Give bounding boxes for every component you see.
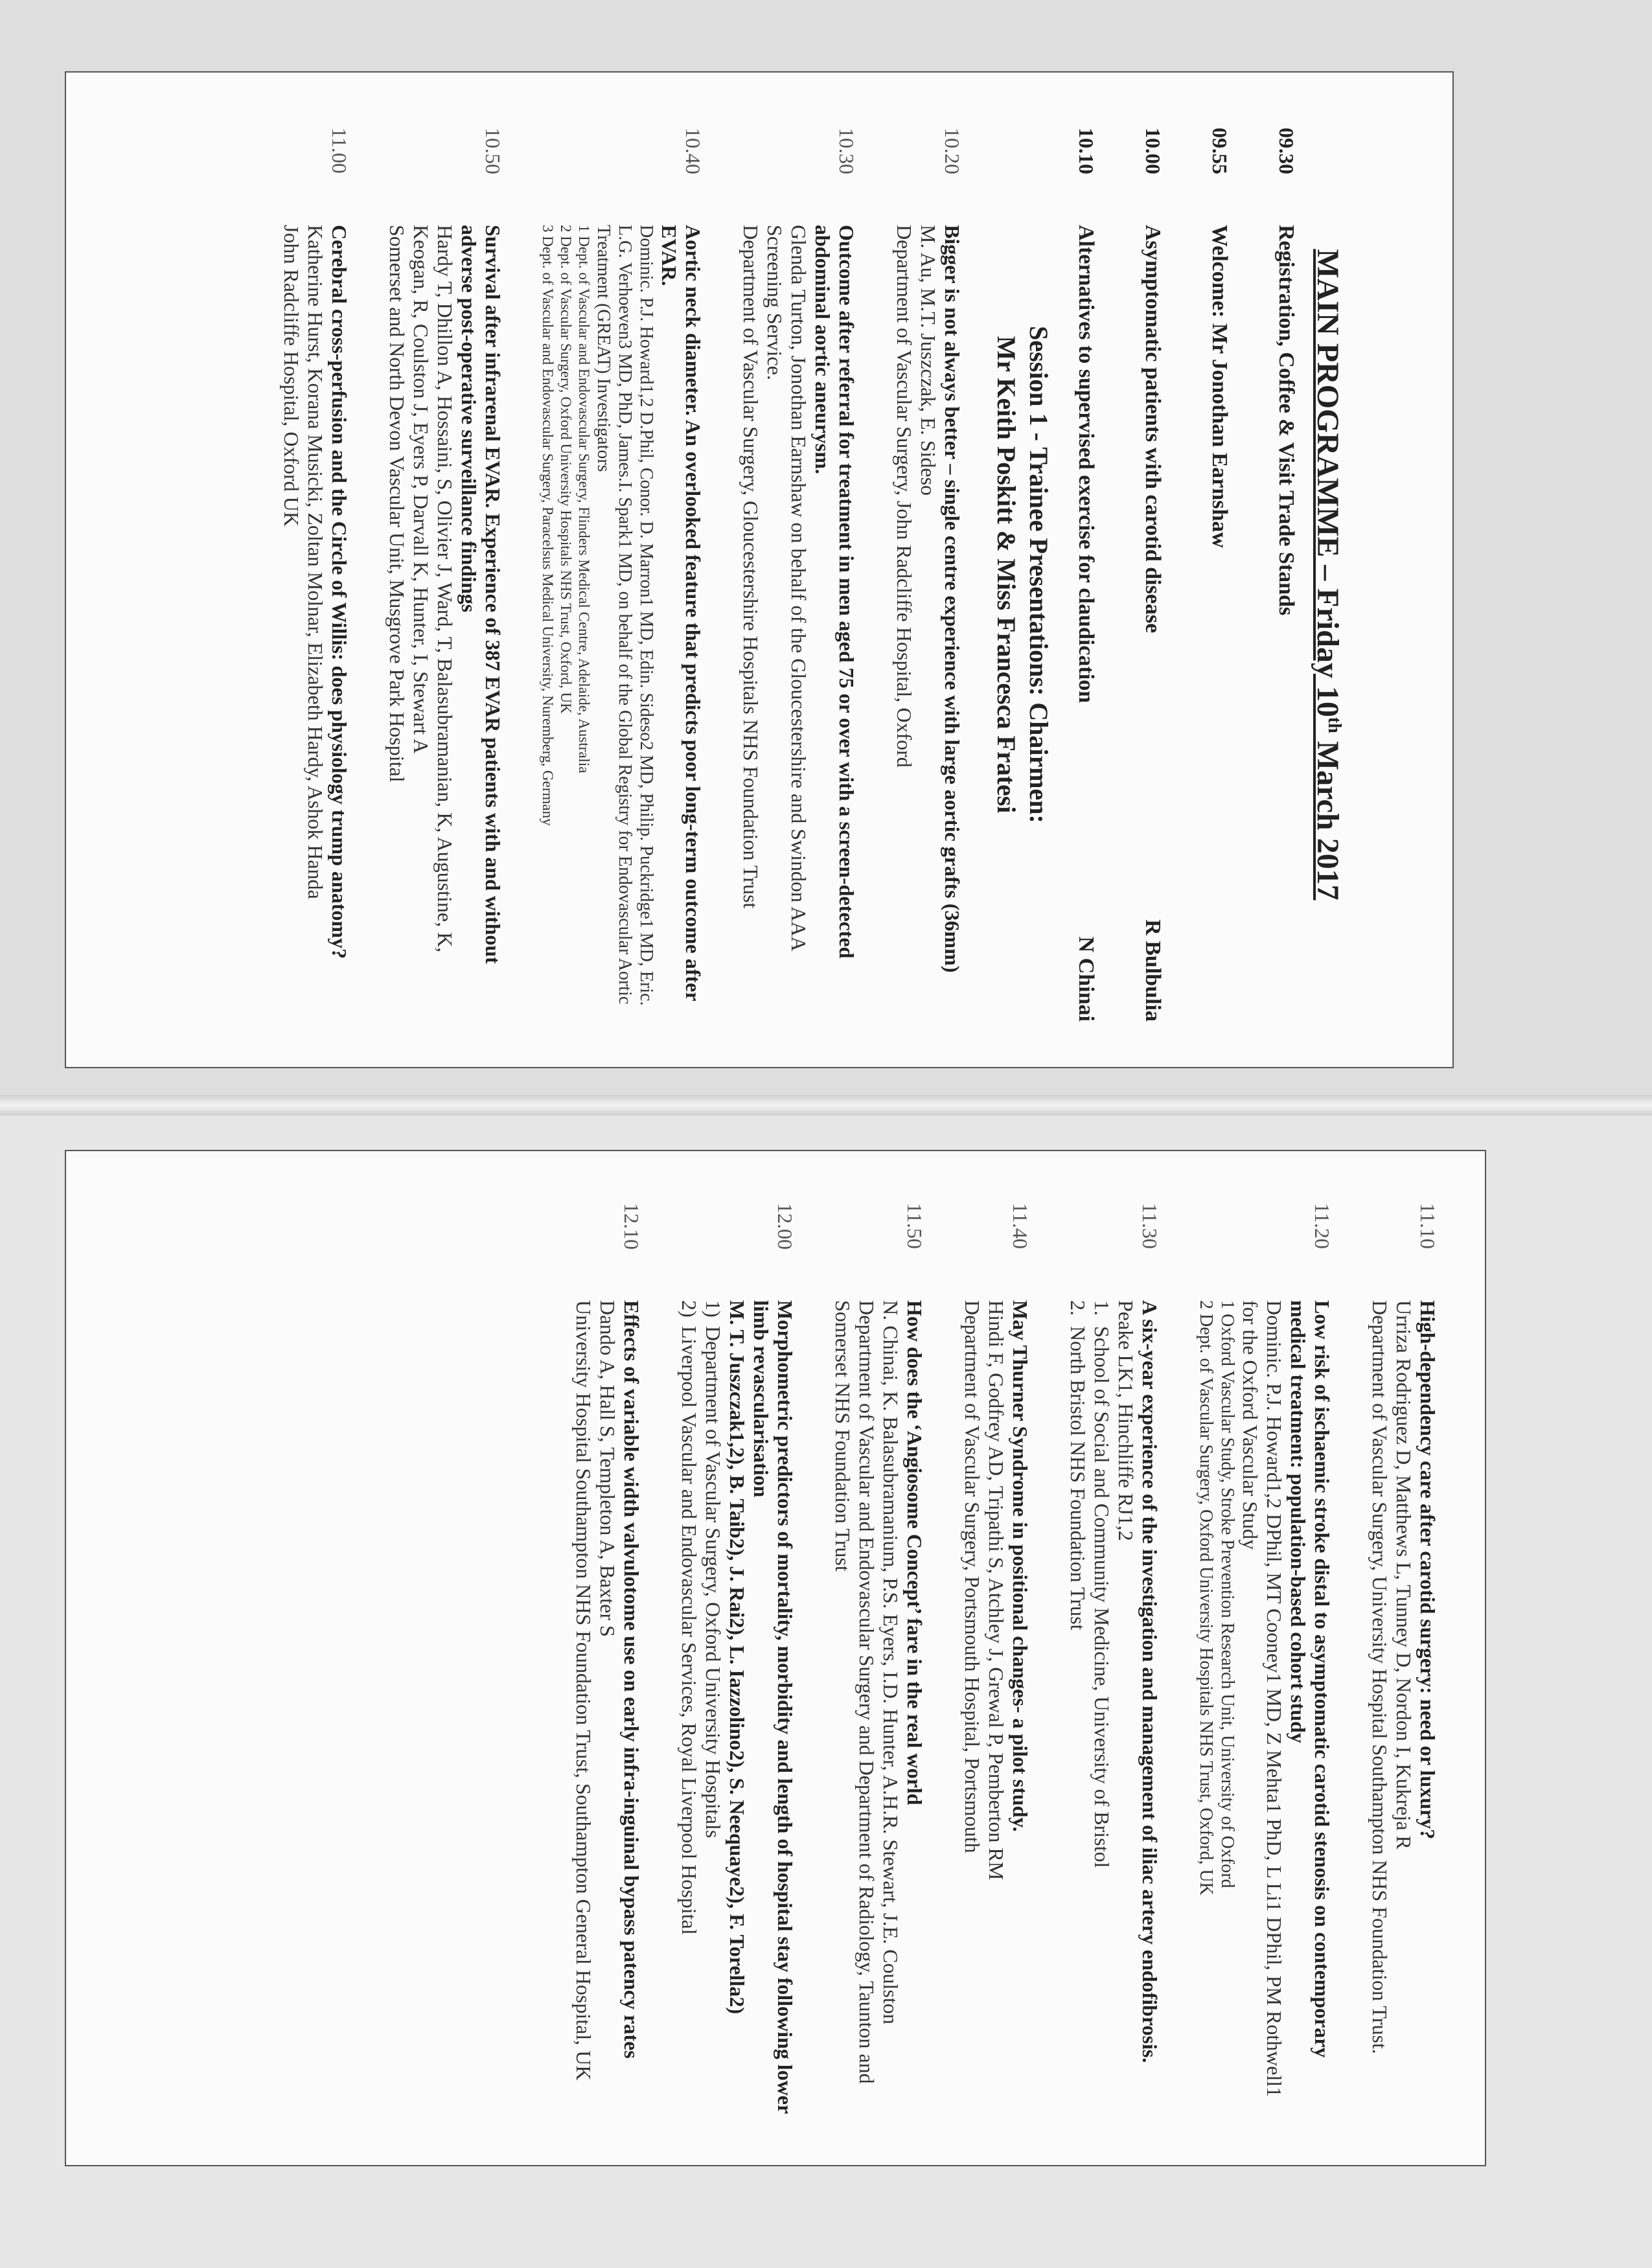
item-title-row — [1208, 225, 1232, 1022]
talk-row — [571, 1203, 643, 2126]
talk-affiliation: John Radcliffe Hospital, Oxford UK — [280, 225, 303, 527]
affiliation-note: 1 Oxford Vascular Study, Stroke Prevention Research Unit, University of Oxford — [1217, 1300, 1237, 1888]
talk-title: Cerebral cross-perfusion and the Circle of Willis: does physiology trump anatomy? — [328, 225, 351, 959]
talk-row — [385, 128, 505, 1022]
affiliation-list-item — [1066, 1300, 1090, 2126]
talk-row — [1195, 1203, 1334, 2126]
item-speaker: R Bulbulia — [1141, 919, 1165, 1022]
affiliation-note: 3 Dept. of Vascular and Endovascular Surgery, Paracelsus Medical University, Nuremberg, Germany — [540, 225, 556, 826]
session-line-2: Mr Keith Poskitt & Miss Francesca Fratesi — [992, 336, 1021, 814]
talk-row — [279, 128, 351, 1022]
talk-content — [1195, 1300, 1334, 2126]
talk-title: Low risk of ischaemic stroke distal to asymptomatic carotid stenosis on contemporary medical treatment: population-based cohort study — [1287, 1300, 1334, 2058]
session-heading — [990, 128, 1055, 1022]
page-fold — [0, 1095, 1652, 1116]
affiliation-note: 2 Dept. of Vascular Surgery, Oxford University Hospitals NHS Trust, Oxford, UK — [558, 225, 574, 714]
list-number: 1. — [1090, 1300, 1114, 1316]
talk-affiliation: University Hospital Southampton NHS Foundation Trust, Southampton General Hospital, UK — [572, 1300, 595, 2081]
talk-title: Survival after infrarenal EVAR. Experience of 387 EVAR patients with and without adverse post-operative surveillance findings — [457, 225, 505, 964]
talk-authors: Urriza Rodriguez D, Matthews L, Tunney D, Nordon I, Kukreja R — [1392, 1300, 1416, 1850]
talk-title: A six-year experience of the investigation and management of iliac artery endofibrosis. — [1138, 1300, 1162, 2063]
talk-content — [279, 225, 351, 1022]
talk-authors: N. Chinai, K. Balasubramanium, P.S. Eyers, I.D. Hunter, A.H.R. Stewart, J.E. Coulston — [879, 1300, 902, 2024]
time-label: 10.20 — [941, 128, 964, 174]
talk-affiliation: Department of Vascular Surgery, Portsmouth Hospital, Portsmouth — [961, 1300, 984, 1853]
item-title-row — [1074, 225, 1098, 1022]
talk-content — [677, 1300, 797, 2126]
talk-content — [571, 1300, 643, 2126]
talk-title: Outcome after referral for treatment in men aged 75 or over with a screen-detected abdominal aortic aneurysm. — [811, 225, 858, 959]
talk-content — [960, 1300, 1032, 2126]
time-label: 11.30 — [1138, 1203, 1162, 1249]
time-label: 09.30 — [1275, 128, 1298, 174]
title-text: MAIN PROGRAMME – Friday 10 — [1311, 249, 1345, 717]
list-number: 1) — [702, 1300, 725, 1318]
talk-authors: Peake LK1, Hinchliffe RJ1,2 — [1114, 1300, 1138, 1541]
time-label: 09.55 — [1208, 128, 1232, 174]
talk-content — [739, 225, 858, 1022]
talk-content — [831, 1300, 926, 2126]
list-text: Department of Vascular Surgery, Oxford University Hospitals — [702, 1326, 725, 1838]
time-label: 12.10 — [620, 1203, 643, 1250]
time-label: 10.30 — [835, 128, 858, 174]
page-title — [1310, 128, 1346, 1022]
time-label: 11.40 — [1009, 1203, 1032, 1249]
item-title: Welcome: Mr Jonothan Earnshaw — [1208, 225, 1232, 548]
item-title: Registration, Coffee & Visit Trade Stands — [1274, 225, 1298, 616]
time-label: 10.50 — [481, 128, 505, 174]
talk-row — [892, 128, 964, 1022]
list-text: School of Social and Community Medicine, University of Bristol — [1090, 1326, 1114, 1868]
talk-content — [892, 225, 964, 1022]
talk-affiliation: Department of Vascular Surgery, University Hospital Southampton NHS Foundation Trust. — [1368, 1300, 1392, 2054]
time-label: 10.40 — [682, 128, 705, 174]
item-title-row — [1274, 225, 1298, 1022]
affiliation-list-item — [1090, 1300, 1114, 2126]
talk-authors: Dominic. P.J. Howard1,2 D.Phil, Conor. D. Marron1 MD, Edin. Sideso2 MD, Philip. Puckridge1 MD, Eric. L.G. Verhoeven3 MD, PhD, James.I. Spark1 MD, on behalf of the Global Registry for Endovascular Aortic Treatment (GREAT) Investigators — [593, 225, 656, 1006]
item-title: Asymptomatic patients with carotid disease — [1141, 225, 1165, 634]
page-2-content — [66, 1151, 1485, 2165]
talk-title: Effects of variable width valvulotome use on early infra-inguinal bypass patency rates — [620, 1300, 643, 2059]
talk-authors: Glenda Turton, Jonothan Earnshaw on behalf of the Gloucestershire and Swindon AAA Screening Service. — [763, 225, 810, 950]
list-text: North Bristol NHS Foundation Trust — [1066, 1326, 1090, 1631]
talk-title: Morphometric predictors of mortality, morbidity and length of hospital stay following lower limb revascularisation — [750, 1300, 797, 2114]
time-label: 11.20 — [1311, 1203, 1334, 1249]
talk-affiliation: Somerset and North Devon Vascular Unit, Musgrove Park Hospital — [385, 225, 409, 783]
affiliation-list-item — [677, 1300, 701, 2126]
session-line-1: Session 1 - Trainee Presentations: Chairmen: — [1024, 326, 1053, 823]
affiliation-note: 1 Dept. of Vascular and Endovascular Surgery, Flinders Medical Centre, Adelaide, Australia — [576, 225, 592, 773]
talk-affiliation: Department of Vascular Surgery, Gloucestershire Hospitals NHS Foundation Trust — [739, 225, 763, 909]
time-label: 11.00 — [328, 128, 351, 174]
talk-affiliation: Department of Vascular and Endovascular Surgery and Department of Radiology, Taunton and Somerset NHS Foundation Trust — [831, 1300, 878, 2084]
talk-authors: Dominic. P.J. Howard1,2 DPhil, MT Cooney1 MD, Z Mehta1 PhD, L Li1 DPhil, PM Rothwell1 for the Oxford Vascular Study — [1239, 1300, 1286, 2098]
talk-title: Aortic neck diameter. An overlooked feature that predicts poor long-term outcome after EVAR. — [658, 225, 705, 1001]
talk-affiliation: Department of Vascular Surgery, John Radcliffe Hospital, Oxford — [893, 225, 916, 768]
time-label: 12.00 — [774, 1203, 797, 1250]
list-number: 2. — [1066, 1300, 1090, 1316]
talk-authors: M. Au, M.T. Juszczak, E. Sideso — [917, 225, 940, 496]
time-label: 11.50 — [903, 1203, 926, 1249]
list-text: Liverpool Vascular and Endovascular Services, Royal Liverpool Hospital — [678, 1326, 701, 1935]
talk-title: May Thurner Syndrome in positional changes- a pilot study. — [1009, 1300, 1032, 1832]
programme-row — [1274, 128, 1298, 1022]
item-title-row — [1141, 225, 1165, 1022]
page-1-content — [66, 73, 1452, 1067]
programme-page-2 — [65, 1150, 1486, 2166]
talk-content — [385, 225, 505, 1022]
talk-authors: Katherine Hurst, Korana Musicki, Zoltan Molnar, Elizabeth Hardy, Ashok Handa — [304, 225, 327, 899]
item-title: Alternatives to supervised exercise for claudication — [1074, 225, 1098, 704]
title-superscript: th — [1324, 716, 1344, 733]
talk-row — [677, 1203, 797, 2126]
talk-row — [1368, 1203, 1440, 2126]
programme-row — [1141, 128, 1165, 1022]
talk-row — [960, 1203, 1032, 2126]
talk-row — [831, 1203, 926, 2126]
list-number: 2) — [678, 1300, 701, 1318]
time-label: 11.10 — [1416, 1203, 1440, 1249]
talk-title: How does the ‘Angiosome Concept’ fare in the real world — [903, 1300, 926, 1805]
talk-content — [1368, 1300, 1440, 2126]
affiliation-note: 2 Dept. of Vascular Surgery, Oxford University Hospitals NHS Trust, Oxford, UK — [1196, 1300, 1216, 1896]
talk-content — [538, 225, 705, 1022]
programme-page-1 — [65, 71, 1454, 1068]
talk-authors: Dando A, Hall S, Templeton A, Baxter S — [596, 1300, 619, 1637]
talk-row — [739, 128, 858, 1022]
talk-row — [1066, 1203, 1162, 2126]
talk-row — [538, 128, 705, 1022]
programme-row — [1074, 128, 1098, 1022]
affiliation-list-item — [701, 1300, 725, 2126]
talk-title: Bigger is not always better – single centre experience with large aortic grafts (36mm) — [941, 225, 964, 973]
time-label: 10.00 — [1141, 128, 1165, 174]
talk-title: High-dependency care after carotid surgery: need or luxury? — [1416, 1300, 1440, 1840]
talk-authors: Hardy T, Dhillon A, Hossaini, S, Olivier J, Ward, T, Balasubramanian, K, Augustine, K, Keogan, R, Coulston J, Eyers P, Darvall K, Hunter, I, Stewart A — [409, 225, 457, 953]
talk-content — [1066, 1300, 1162, 2126]
time-label: 10.10 — [1075, 128, 1098, 174]
talk-authors: M. T. Juszczak1,2), B. Taib2), J. Rai2), L. Iazzolino2), S. Neequaye2), F. Torella2) — [726, 1300, 749, 2014]
talk-authors: Hindi F, Godfrey AD, Tripathi S, Atchley J, Grewal P, Pemberton RM — [985, 1300, 1008, 1881]
programme-row — [1208, 128, 1232, 1022]
title-text-end: March 2017 — [1311, 733, 1345, 900]
item-speaker: N Chinai — [1074, 936, 1098, 1022]
